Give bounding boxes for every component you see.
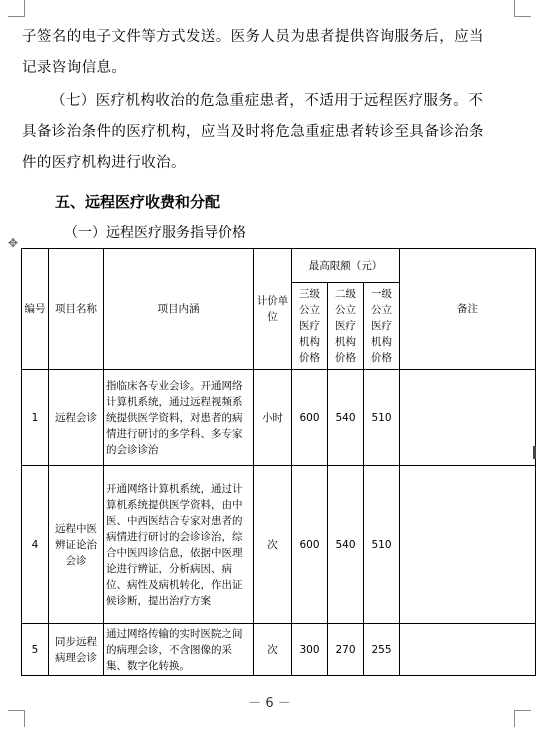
crop-mark-top-right: [514, 0, 531, 17]
row-level2-price: 270: [328, 624, 364, 676]
row-unit: 小时: [254, 370, 292, 466]
row-name: 远程中医辨证论治会诊: [49, 466, 104, 624]
row-content: 指临床各专业会诊。开通网络计算机系统，通过远程视频系统提供医学资料，对患者的病情进行研讨的多学科、多专家的会诊诊治: [104, 370, 254, 466]
row-level1-price: 510: [364, 466, 400, 624]
row-no: 5: [22, 624, 49, 676]
price-table: [21, 248, 536, 676]
header-level2: 二级公立医疗机构价格: [328, 283, 364, 370]
table-row: [22, 370, 536, 466]
header-unit: 计价单位: [254, 249, 292, 370]
header-content: 项目内涵: [104, 249, 254, 370]
row-remark: [400, 466, 536, 624]
row-level3-price: 600: [292, 466, 328, 624]
scroll-marker: [533, 446, 536, 459]
table-row: [22, 624, 536, 676]
row-remark: [400, 624, 536, 676]
header-remark: 备注: [400, 249, 536, 370]
row-level3-price: 600: [292, 370, 328, 466]
move-arrows-icon[interactable]: ✥: [8, 236, 19, 250]
table-row: [22, 466, 536, 624]
row-remark: [400, 370, 536, 466]
crop-mark-bottom-right: [514, 710, 531, 727]
row-name: 同步远程病理会诊: [49, 624, 104, 676]
row-level2-price: 540: [328, 466, 364, 624]
crop-mark-bottom-left: [8, 710, 25, 727]
row-level2-price: 540: [328, 370, 364, 466]
header-level3: 三级公立医疗机构价格: [292, 283, 328, 370]
section-subheading: （一）远程医疗服务指导价格: [64, 225, 246, 241]
header-no: 编号: [22, 249, 49, 370]
row-level3-price: 300: [292, 624, 328, 676]
row-content: 通过网络传输的实时医院之间的病理会诊，不含图像的采集、数字化转换。: [104, 624, 254, 676]
row-content: 开通网络计算机系统，通过计算机系统提供医学资料，由中医、中西医结合专家对患者的病情进行研讨的会诊诊治，综合中医四诊信息，依据中医理论进行辨证，分析病因、病位、病性及病机转化，作出证候诊断，提出治疗方案: [104, 466, 254, 624]
paragraph-critical-patients: （七）医疗机构收治的危急重症患者，不适用于远程医疗服务。不具备诊治条件的医疗机构，应当及时将危急重症患者转诊至具备诊治条件的医疗机构进行收治。: [22, 93, 484, 171]
paragraph-consultation-record: 子签名的电子文件等方式发送。医务人员为患者提供咨询服务后，应当记录咨询信息。: [22, 29, 484, 76]
row-no: 1: [22, 370, 49, 466]
row-unit: 次: [254, 624, 292, 676]
section-heading: 五、远程医疗收费和分配: [55, 193, 221, 211]
row-level1-price: 510: [364, 370, 400, 466]
table-header-row: [22, 249, 536, 283]
row-name: 远程会诊: [49, 370, 104, 466]
row-no: 4: [22, 466, 49, 624]
header-max-price: 最高限额（元）: [292, 249, 400, 283]
crop-mark-top-left: [8, 0, 25, 17]
row-level1-price: 255: [364, 624, 400, 676]
header-name: 项目名称: [49, 249, 104, 370]
row-unit: 次: [254, 466, 292, 624]
header-level1: 一级公立医疗机构价格: [364, 283, 400, 370]
page-number: － 6 －: [248, 696, 291, 711]
